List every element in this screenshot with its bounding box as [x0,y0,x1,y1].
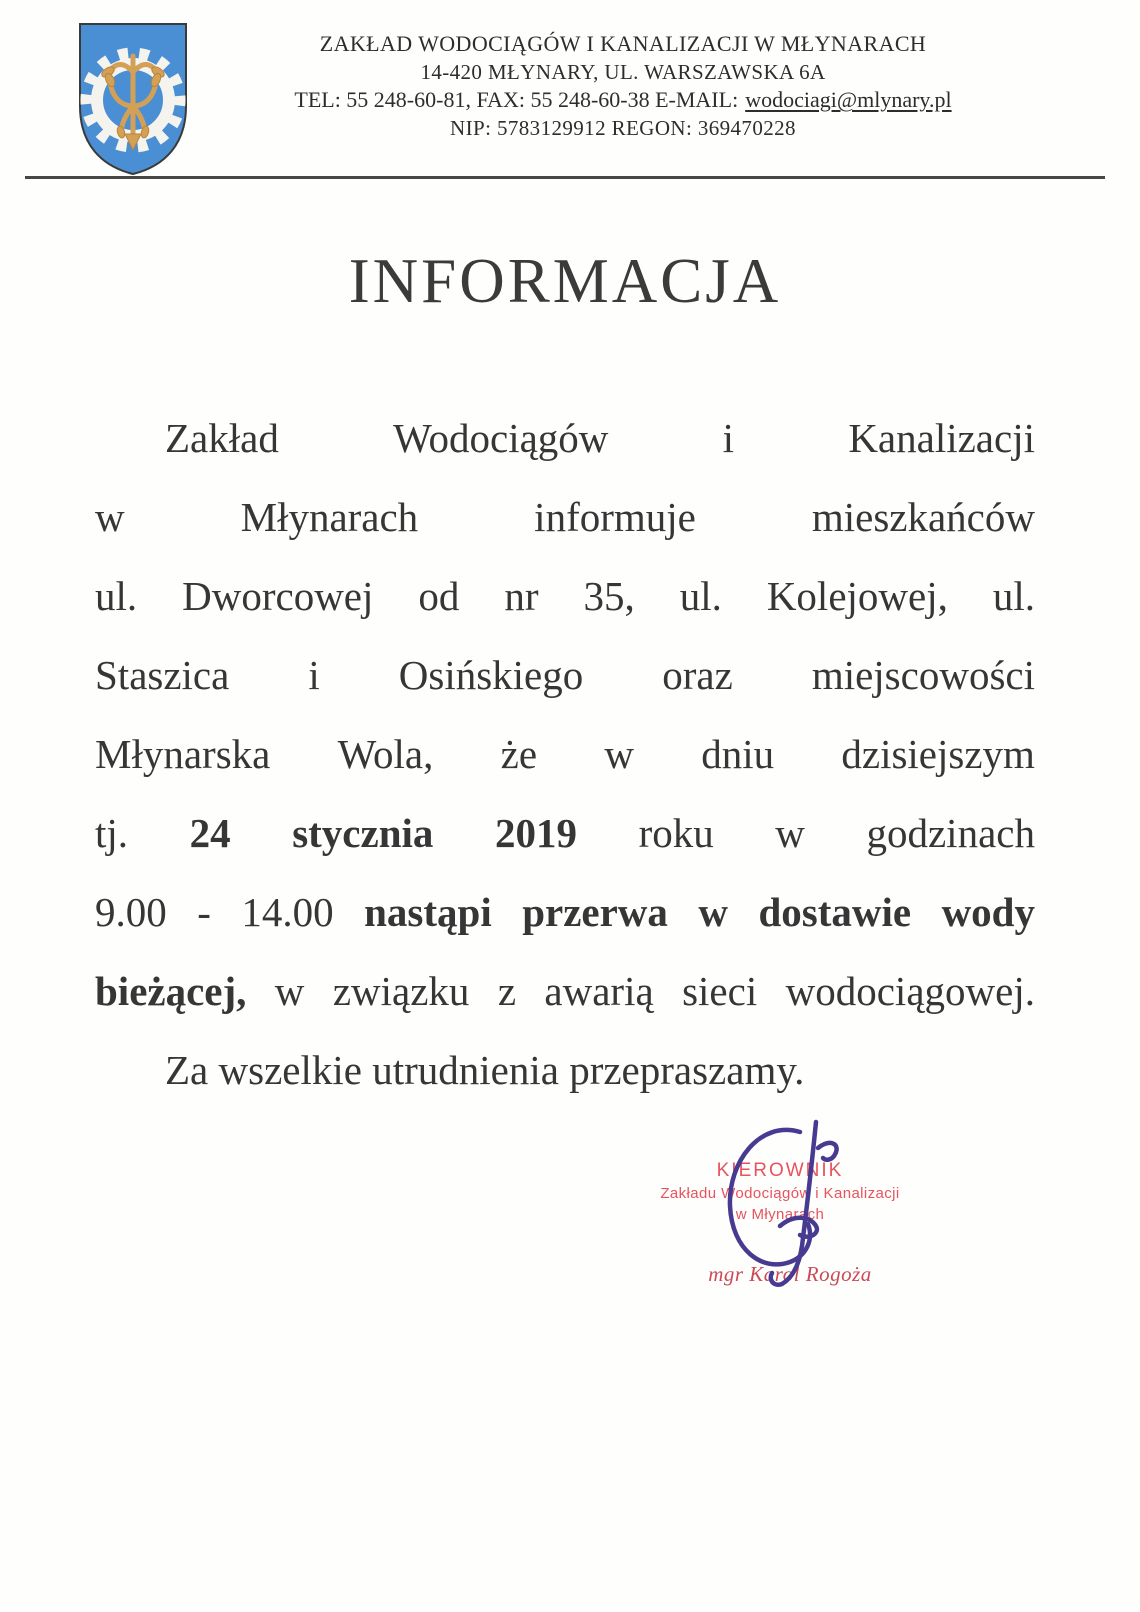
body-line [95,794,1035,873]
org-email: wodociagi@mlynary.pl [745,87,952,112]
body-word: i [308,652,320,698]
body-word: Dworcowej [182,573,374,619]
body-word: utrudnienia [372,1047,559,1093]
body-word: miejscowości [811,652,1035,698]
signer-name: mgr Karol Rogoża [708,1262,872,1286]
body-word: ul. [992,573,1035,619]
body-word: związku [332,968,470,1014]
body-word: w [775,810,805,856]
body-word: dostawie [758,889,912,935]
handwritten-signature-icon [698,1114,878,1294]
body-word: mieszkańców [811,494,1035,540]
body-word: 14.00 [241,889,334,935]
body-word: 2019 [494,810,577,856]
body-line [95,952,1035,1031]
body-line [95,557,1035,636]
body-word: Wola, [337,731,434,777]
contact-prefix: TEL: 55 248-60-81, FAX: 55 248-60-38 E-MAIL: [294,87,739,112]
body-line [95,873,1035,952]
header-divider [25,176,1105,179]
body-word: Zakład [165,415,279,461]
body-word: wody [941,889,1035,935]
body-word: z [497,968,517,1014]
body-line [95,478,1035,557]
stamp-role: KIEROWNIK [716,1160,844,1181]
org-address: 14-420 MŁYNARY, UL. WARSZAWSKA 6A [420,60,826,84]
org-name: ZAKŁAD WODOCIĄGÓW I KANALIZACJI W MŁYNARACH [319,31,927,56]
body-word: ul. [679,573,722,619]
body-word: Młynarach [240,494,419,540]
body-word: nastąpi [364,889,492,935]
body-word: dniu [701,731,775,777]
page-title: INFORMACJA [348,246,782,316]
body-word: od [418,573,460,619]
letterhead [152,30,1094,142]
body-word: awarią [544,968,654,1014]
body-word: Wodociągów [393,415,609,461]
body-word: stycznia [292,810,434,856]
org-contact [152,86,1094,114]
body-line [95,715,1035,794]
stamp-location: w Młynarach [735,1206,825,1223]
stamp-org: Zakładu Wodociągów i Kanalizacji [660,1185,900,1202]
body-word: bieżącej, [95,968,247,1014]
body-word: nr [504,573,539,619]
body-word: dzisiejszym [841,731,1035,777]
body-word: oraz [662,652,733,698]
body-word: sieci [682,968,758,1014]
body-word: Kanalizacji [848,415,1035,461]
body-word: Za [165,1047,209,1093]
body-word: wodociągowej. [785,968,1035,1014]
body-word: przepraszamy. [569,1047,805,1093]
body-line [95,636,1035,715]
body-word: Staszica [95,652,230,698]
body-word: - [197,889,211,935]
body-word: 9.00 [95,889,167,935]
body-word: w [698,889,728,935]
body-line [95,399,1035,478]
body-word: roku [638,810,714,856]
body-word: informuje [534,494,696,540]
body-word: ul. [95,573,138,619]
body-word: w [604,731,634,777]
body-word: Osińskiego [398,652,584,698]
body-word: w [95,494,125,540]
body-word: w [274,968,305,1014]
body-word: 35, [583,573,635,619]
body-word: 24 [189,810,231,856]
body-word: godzinach [866,810,1035,856]
body-word: Kolejowej, [766,573,948,619]
body-text [95,399,1035,1110]
body-line [95,1031,1035,1110]
body-word: przerwa [522,889,668,935]
body-word: że [500,731,538,777]
body-word: i [722,415,735,461]
body-word: wszelkie [218,1047,362,1093]
body-word: tj. [95,810,129,856]
org-registry-numbers: NIP: 5783129912 REGON: 369470228 [450,116,796,140]
body-word: Młynarska [95,731,271,777]
